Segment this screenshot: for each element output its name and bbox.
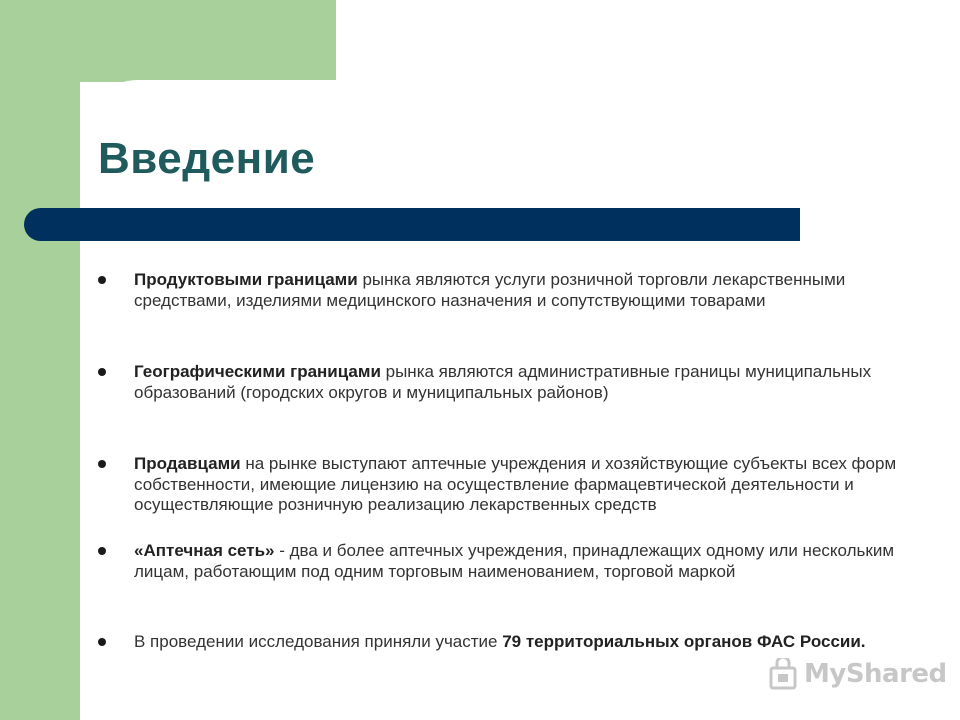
bullet-dot-icon [98, 547, 106, 555]
bullet-text: В проведении исследования приняли участие [134, 632, 503, 651]
bullet-bold-text: 79 территориальных органов ФАС России. [502, 632, 866, 651]
bullet-text: рынка являются административные границы муниципальных образований (городских округов и муниципальных районов) [134, 362, 872, 402]
bullet-bold-text: Продавцами [134, 454, 241, 473]
bullet-text: рынка являются услуги розничной торговли лекарственными средствами, изделиями медицинского назначения и сопутствующими товарами [134, 270, 846, 310]
mail-bag-icon [768, 658, 798, 690]
bullet-item [134, 454, 904, 516]
bullet-item [134, 541, 904, 582]
bullet-bold-text: Продуктовыми границами [134, 270, 358, 289]
bullet-item [134, 632, 904, 653]
bullet-dot-icon [98, 638, 106, 646]
bullet-bold-text: Географическими границами [134, 362, 381, 381]
slide-title: Введение [98, 134, 316, 183]
bullet-dot-icon [98, 460, 106, 468]
bullet-dot-icon [98, 276, 106, 284]
watermark [768, 656, 947, 692]
bullet-text: - два и более аптечных учреждения, принадлежащих одному или нескольким лицам, работающим под одним торговым наименованием, торговой маркой [134, 541, 895, 581]
bullet-text: на рынке выступают аптечные учреждения и хозяйствующие субъекты всех форм собственности, имеющие лицензию на осуществление фармацевтической деятельности и осуществляющие розничную реализацию лекарственных средств [134, 454, 897, 514]
bullet-item [134, 270, 904, 311]
watermark-text: MyShared [804, 659, 947, 689]
bullet-dot-icon [98, 368, 106, 376]
bullet-item [134, 362, 904, 403]
bullet-bold-text: «Аптечная сеть» [134, 541, 275, 560]
